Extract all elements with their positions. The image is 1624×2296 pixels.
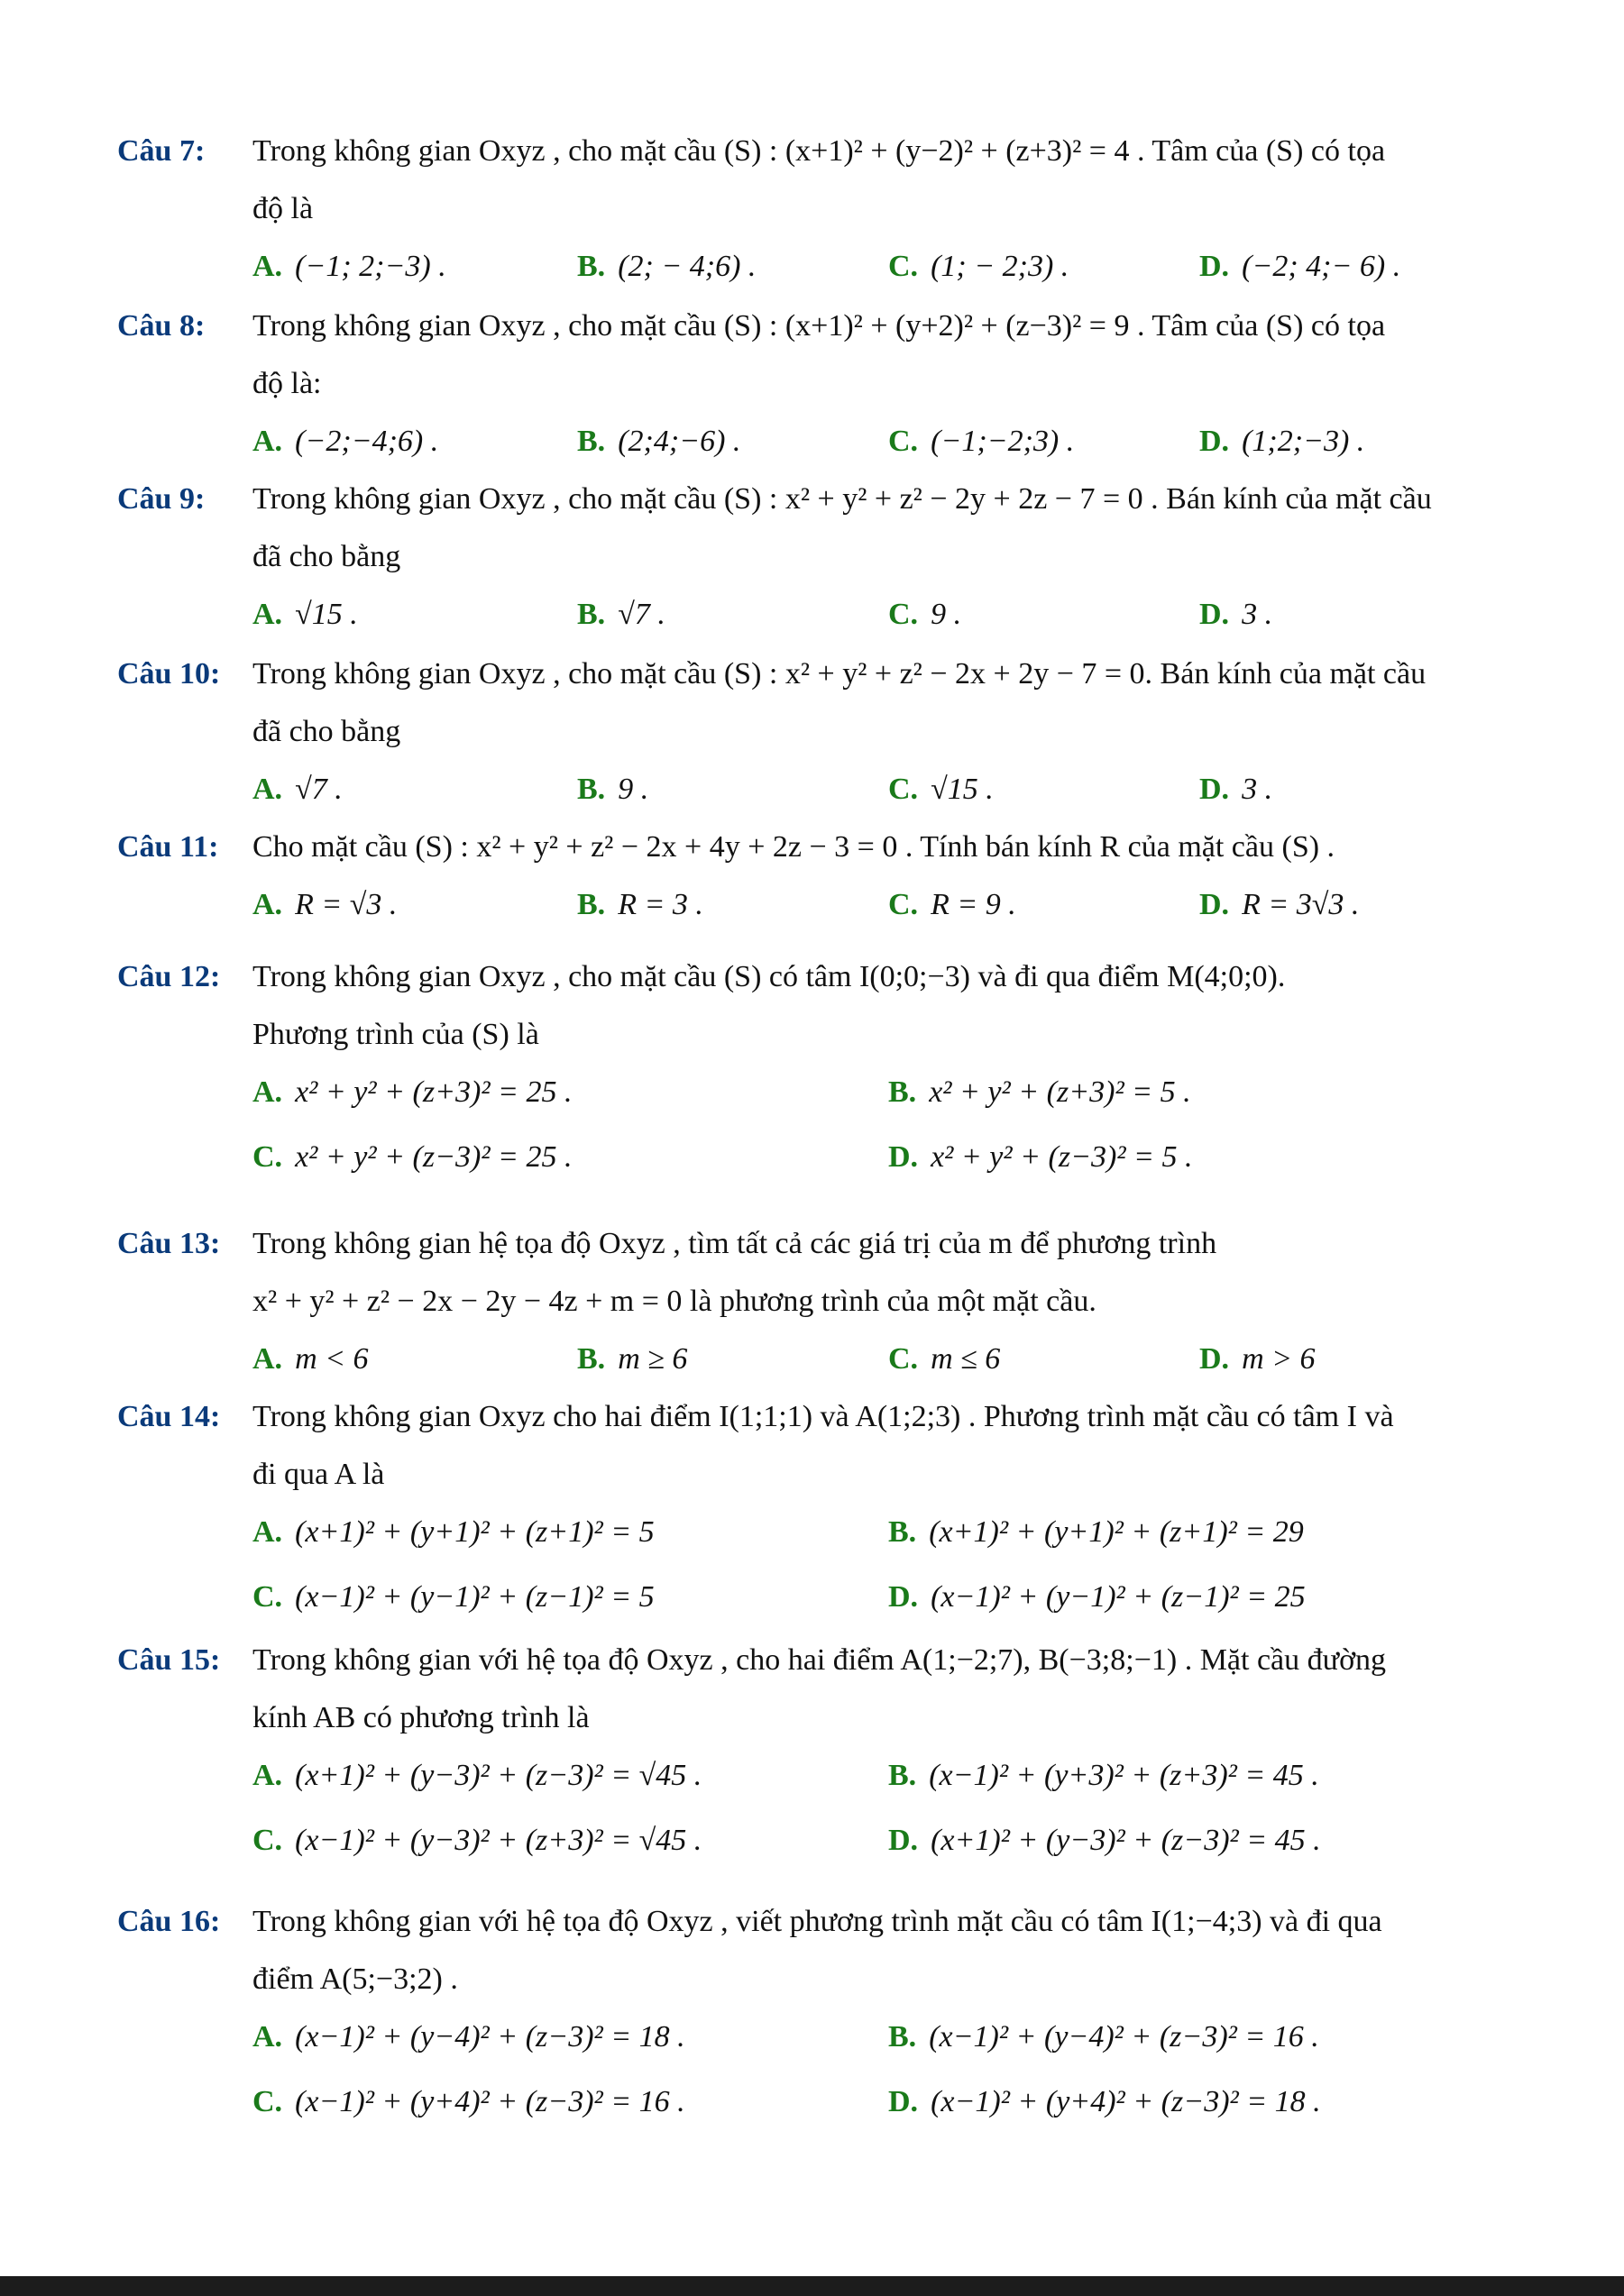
question-stem-line: Trong không gian với hệ tọa độ Oxyz , cho hai điểm A(1;−2;7), B(−3;8;−1) . Mặt cầu đường (252, 1643, 1387, 1677)
option-text: 3 . (1242, 773, 1273, 806)
option-text: (x+1)² + (y−3)² + (z−3)² = 45 . (931, 1824, 1321, 1857)
question-stem-line: Trong không gian Oxyz , cho mặt cầu (S) : x² + y² + z² − 2y + 2z − 7 = 0 . Bán kính của mặt cầu (252, 482, 1432, 516)
answer-option-b[interactable] (577, 876, 703, 934)
option-text: 9 . (931, 598, 962, 631)
answer-option-d[interactable] (1199, 238, 1400, 296)
answer-option-a[interactable] (252, 1747, 702, 1805)
option-text: (2; − 4;6) . (618, 250, 757, 283)
answer-option-a[interactable] (252, 2008, 685, 2066)
option-letter: A. (252, 250, 283, 283)
answer-option-b[interactable] (577, 238, 756, 296)
option-letter: B. (577, 425, 606, 458)
option-letter: B. (577, 773, 606, 806)
question-number: Câu 8: (117, 309, 206, 343)
option-letter: D. (1199, 773, 1230, 806)
option-letter: C. (888, 598, 919, 631)
question-stem-line: độ là (252, 192, 314, 225)
option-text: √15 . (931, 773, 994, 806)
answer-option-d[interactable] (1199, 761, 1272, 819)
answer-option-b[interactable] (888, 1504, 1304, 1561)
option-letter: A. (252, 773, 283, 806)
answer-option-c[interactable] (888, 238, 1069, 296)
option-letter: C. (888, 773, 919, 806)
option-letter: B. (577, 598, 606, 631)
question-number: Câu 11: (117, 830, 219, 864)
option-letter: A. (252, 1075, 283, 1109)
option-letter: D. (888, 1580, 919, 1614)
answer-option-c[interactable] (888, 1331, 1000, 1388)
question-stem-line: Trong không gian Oxyz , cho mặt cầu (S) : (x+1)² + (y+2)² + (z−3)² = 9 . Tâm của (S) có tọa (252, 309, 1386, 343)
option-letter: A. (252, 1759, 283, 1792)
option-text: 3 . (1242, 598, 1273, 631)
question-stem-line: độ là: (252, 367, 322, 400)
question-stem-line: đã cho bằng (252, 715, 401, 748)
option-letter: D. (1199, 598, 1230, 631)
question-stem-line: Trong không gian Oxyz , cho mặt cầu (S) có tâm I(0;0;−3) và đi qua điểm M(4;0;0). (252, 960, 1286, 993)
answer-option-a[interactable] (252, 761, 343, 819)
option-letter: C. (888, 425, 919, 458)
answer-option-c[interactable] (888, 413, 1074, 471)
answer-option-c[interactable] (888, 586, 961, 644)
answer-option-b[interactable] (888, 1747, 1319, 1805)
question-number: Câu 9: (117, 482, 206, 516)
option-text: (1; − 2;3) . (931, 250, 1069, 283)
option-letter: C. (252, 1824, 283, 1857)
option-text: (x−1)² + (y+3)² + (z+3)² = 45 . (929, 1759, 1319, 1792)
answer-option-b[interactable] (577, 586, 665, 644)
option-text: (x+1)² + (y+1)² + (z+1)² = 29 (929, 1515, 1304, 1549)
option-text: (2;4;−6) . (618, 425, 741, 458)
answer-option-d[interactable] (1199, 1331, 1316, 1388)
question-stem-line: kính AB có phương trình là (252, 1701, 590, 1734)
option-text: (−1;−2;3) . (931, 425, 1075, 458)
answer-option-c[interactable] (252, 1129, 572, 1186)
answer-option-a[interactable] (252, 586, 358, 644)
answer-option-c[interactable] (252, 1812, 702, 1870)
question-stem-line: điểm A(5;−3;2) . (252, 1962, 458, 1996)
answer-option-d[interactable] (888, 2073, 1321, 2131)
question-stem-line: Trong không gian Oxyz cho hai điểm I(1;1;1) và A(1;2;3) . Phương trình mặt cầu có tâm I và (252, 1400, 1394, 1433)
option-text: (x+1)² + (y+1)² + (z+1)² = 5 (295, 1515, 655, 1549)
answer-option-a[interactable] (252, 1504, 655, 1561)
answer-option-d[interactable] (888, 1812, 1321, 1870)
answer-option-a[interactable] (252, 876, 397, 934)
answer-option-b[interactable] (577, 761, 648, 819)
question-stem-line: Trong không gian hệ tọa độ Oxyz , tìm tất cả các giá trị của m để phương trình (252, 1227, 1217, 1260)
option-letter: B. (577, 888, 606, 921)
option-letter: D. (888, 2085, 919, 2118)
option-text: √7 . (295, 773, 343, 806)
answer-option-d[interactable] (888, 1129, 1192, 1186)
question-number: Câu 7: (117, 134, 206, 168)
answer-option-a[interactable] (252, 1331, 369, 1388)
option-text: (−2; 4;− 6) . (1242, 250, 1401, 283)
question-number: Câu 12: (117, 960, 221, 993)
answer-option-a[interactable] (252, 413, 438, 471)
answer-option-d[interactable] (1199, 586, 1272, 644)
option-text: (x−1)² + (y−1)² + (z−1)² = 5 (295, 1580, 655, 1614)
question-stem-line: Trong không gian Oxyz , cho mặt cầu (S) : x² + y² + z² − 2x + 2y − 7 = 0. Bán kính của mặt cầu (252, 657, 1427, 691)
option-letter: A. (252, 888, 283, 921)
question-stem-line: Trong không gian Oxyz , cho mặt cầu (S) : (x+1)² + (y−2)² + (z+3)² = 4 . Tâm của (S) có tọa (252, 134, 1386, 168)
option-text: m ≤ 6 (931, 1342, 1001, 1376)
answer-option-c[interactable] (252, 1569, 655, 1626)
answer-option-a[interactable] (252, 1064, 572, 1121)
option-text: m < 6 (295, 1342, 369, 1376)
question-stem-line: Trong không gian với hệ tọa độ Oxyz , viết phương trình mặt cầu có tâm I(1;−4;3) và đi qua (252, 1905, 1382, 1938)
footer-bar (0, 2276, 1624, 2296)
option-text: 9 . (618, 773, 649, 806)
option-text: x² + y² + (z+3)² = 25 . (295, 1075, 573, 1109)
option-text: m ≥ 6 (618, 1342, 688, 1376)
option-letter: B. (888, 1759, 917, 1792)
option-letter: C. (252, 2085, 283, 2118)
option-letter: D. (1199, 425, 1230, 458)
answer-option-c[interactable] (888, 876, 1016, 934)
option-letter: C. (252, 1580, 283, 1614)
option-text: (x−1)² + (y−4)² + (z−3)² = 16 . (929, 2020, 1319, 2054)
question-stem-line: đi qua A là (252, 1458, 385, 1491)
question-number: Câu 13: (117, 1227, 221, 1260)
option-text: (x−1)² + (y−1)² + (z−1)² = 25 (931, 1580, 1306, 1614)
option-letter: D. (888, 1140, 919, 1174)
option-text: (−1; 2;−3) . (295, 250, 446, 283)
question-number: Câu 10: (117, 657, 221, 691)
option-text: R = 3√3 . (1242, 888, 1360, 921)
option-letter: B. (888, 1515, 917, 1549)
answer-option-b[interactable] (577, 413, 740, 471)
option-letter: C. (888, 250, 919, 283)
answer-option-d[interactable] (888, 1569, 1306, 1626)
option-letter: C. (252, 1140, 283, 1174)
option-letter: C. (888, 1342, 919, 1376)
option-text: (x−1)² + (y−3)² + (z+3)² = √45 . (295, 1824, 702, 1857)
answer-option-c[interactable] (252, 2073, 685, 2131)
option-letter: A. (252, 1342, 283, 1376)
option-letter: B. (577, 250, 606, 283)
answer-option-d[interactable] (1199, 876, 1359, 934)
answer-option-a[interactable] (252, 238, 446, 296)
option-text: (x−1)² + (y+4)² + (z−3)² = 18 . (931, 2085, 1321, 2118)
option-text: x² + y² + (z−3)² = 5 . (931, 1140, 1193, 1174)
option-text: (−2;−4;6) . (295, 425, 439, 458)
answer-option-c[interactable] (888, 761, 994, 819)
option-text: (1;2;−3) . (1242, 425, 1365, 458)
option-letter: A. (252, 425, 283, 458)
option-letter: D. (1199, 1342, 1230, 1376)
option-text: (x−1)² + (y−4)² + (z−3)² = 18 . (295, 2020, 685, 2054)
option-letter: A. (252, 598, 283, 631)
option-text: x² + y² + (z+3)² = 5 . (929, 1075, 1191, 1109)
option-letter: D. (888, 1824, 919, 1857)
option-letter: A. (252, 1515, 283, 1549)
question-number: Câu 15: (117, 1643, 221, 1677)
question-stem-line: đã cho bằng (252, 540, 401, 573)
option-letter: A. (252, 2020, 283, 2054)
option-text: R = √3 . (295, 888, 398, 921)
option-text: R = 3 . (618, 888, 703, 921)
option-text: √7 . (618, 598, 665, 631)
option-letter: D. (1199, 250, 1230, 283)
option-letter: B. (577, 1342, 606, 1376)
option-letter: D. (1199, 888, 1230, 921)
option-text: √15 . (295, 598, 358, 631)
option-text: (x−1)² + (y+4)² + (z−3)² = 16 . (295, 2085, 685, 2118)
question-stem-line: x² + y² + z² − 2x − 2y − 4z + m = 0 là phương trình của một mặt cầu. (252, 1285, 1096, 1318)
option-text: m > 6 (1242, 1342, 1316, 1376)
answer-option-b[interactable] (888, 1064, 1191, 1121)
option-text: R = 9 . (931, 888, 1016, 921)
question-number: Câu 16: (117, 1905, 221, 1938)
option-text: x² + y² + (z−3)² = 25 . (295, 1140, 573, 1174)
option-letter: B. (888, 2020, 917, 2054)
question-number: Câu 14: (117, 1400, 221, 1433)
question-stem-line: Phương trình của (S) là (252, 1018, 539, 1051)
option-letter: B. (888, 1075, 917, 1109)
option-text: (x+1)² + (y−3)² + (z−3)² = √45 . (295, 1759, 702, 1792)
option-letter: C. (888, 888, 919, 921)
answer-option-b[interactable] (888, 2008, 1319, 2066)
answer-option-d[interactable] (1199, 413, 1364, 471)
question-stem-line: Cho mặt cầu (S) : x² + y² + z² − 2x + 4y + 2z − 3 = 0 . Tính bán kính R của mặt cầu (S) . (252, 830, 1335, 864)
answer-option-b[interactable] (577, 1331, 687, 1388)
